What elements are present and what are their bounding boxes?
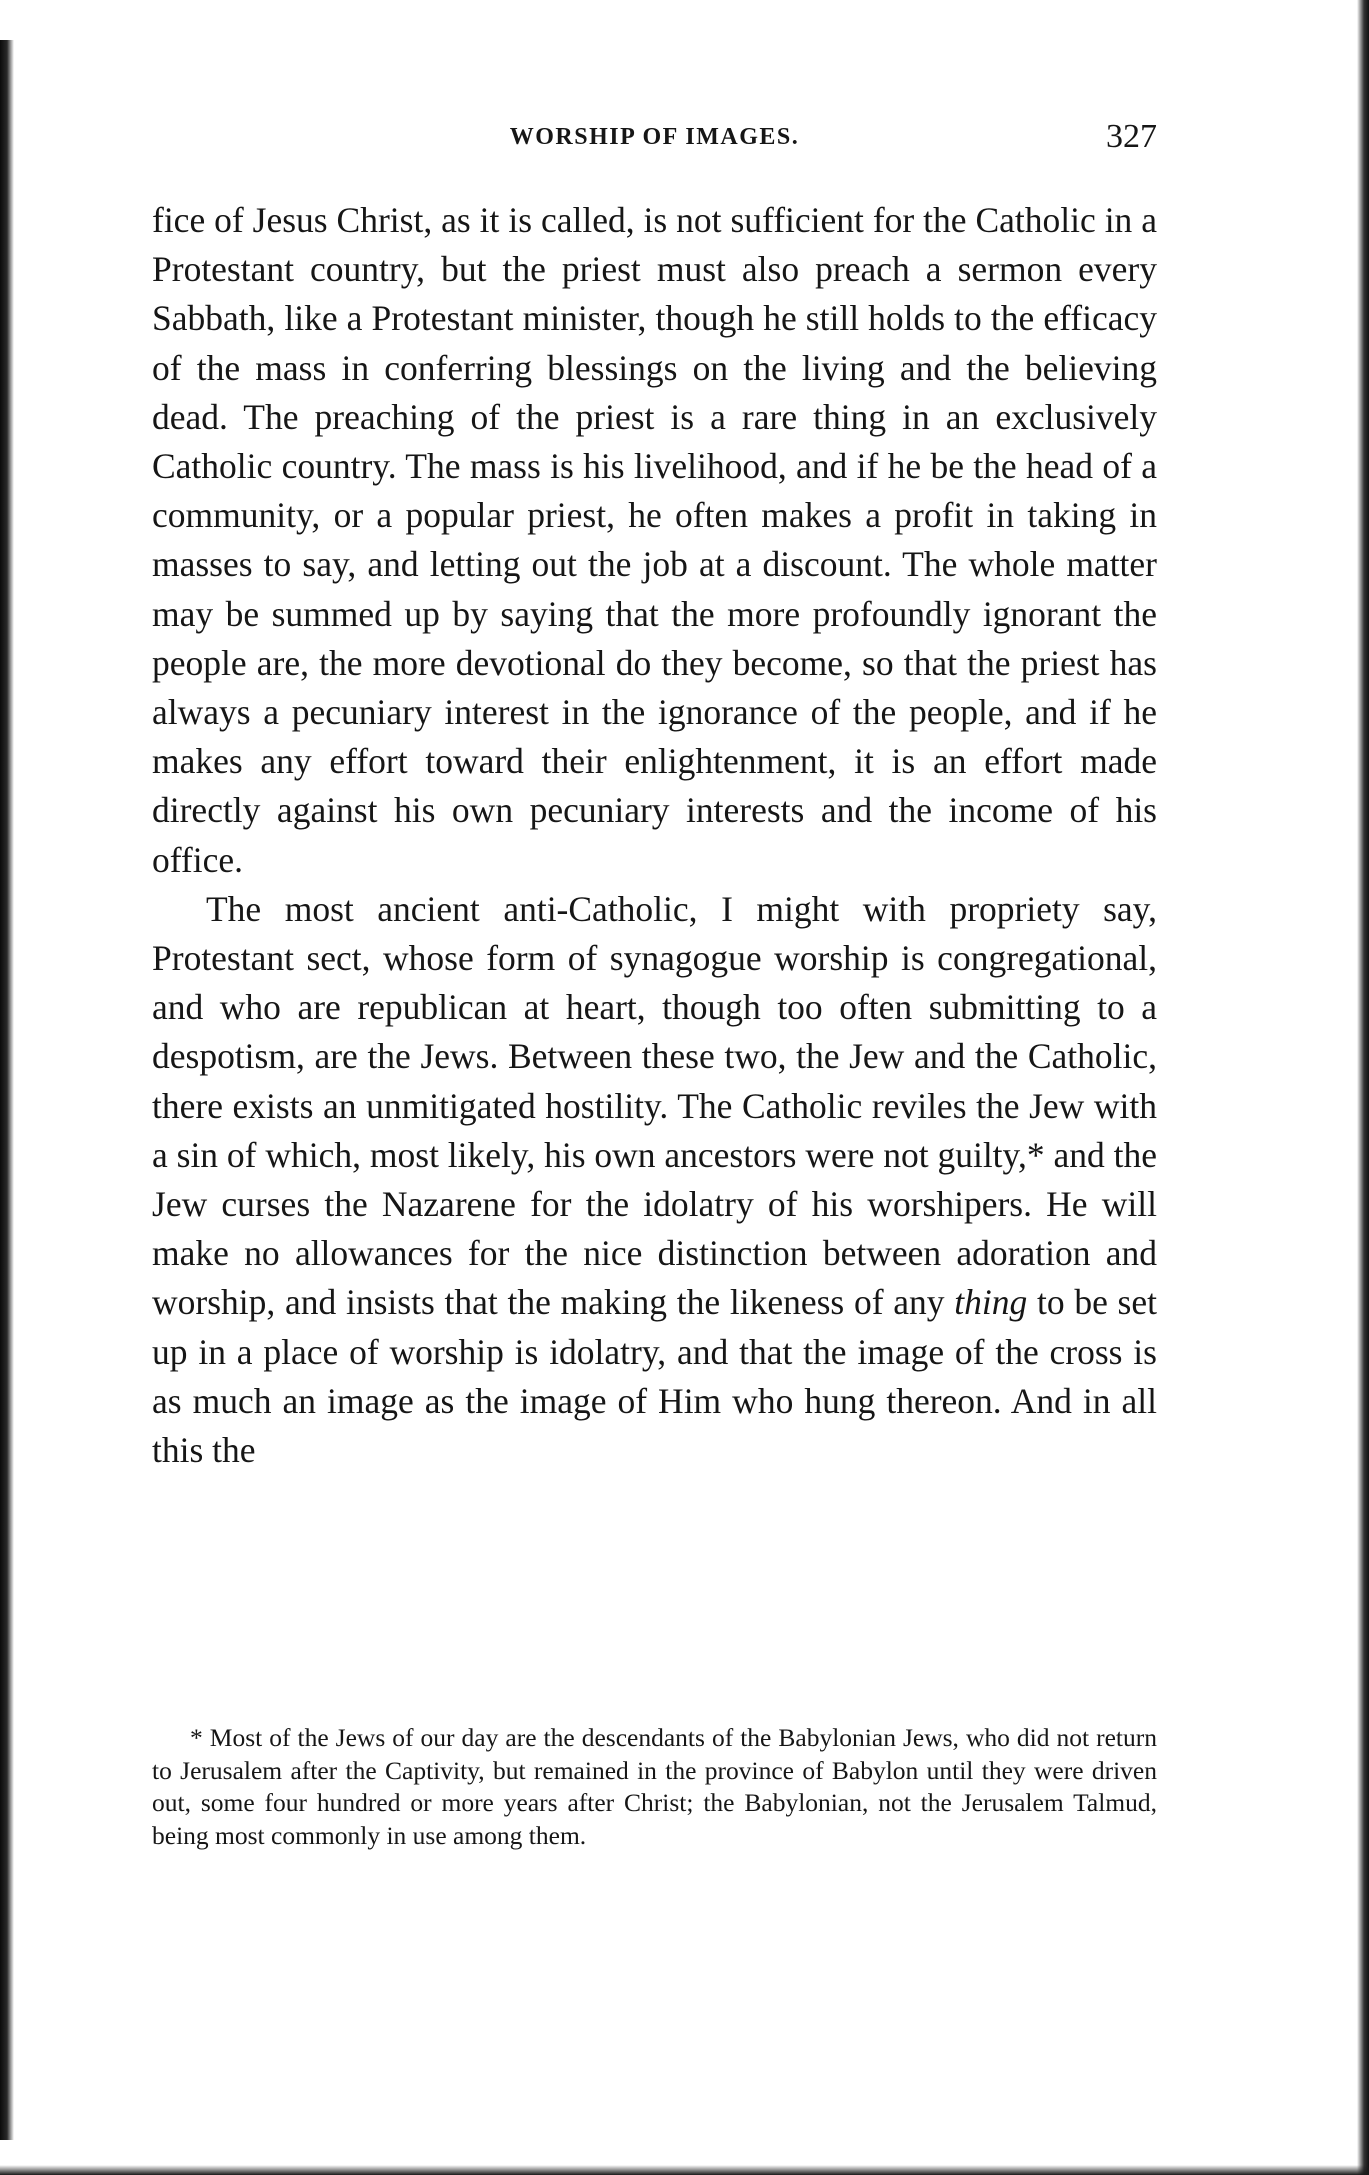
footnote: * Most of the Jews of our day are the descendants of the Babylonian Jews, who did not return to Jerusalem after the Captivity, but remained in the province of Babylon until they were driven out, some four hundred or more years after Christ; the Babylonian, not the Jerusalem Talmud, being most commonly in use among them.	[152, 1723, 1157, 1850]
scan-edge-bottom	[0, 2165, 1369, 2175]
body-text	[152, 196, 1157, 1475]
paragraph-1: fice of Jesus Christ, as it is called, is not sufficient for the Catholic in a Protestant country, but the priest must also preach a sermon every Sabbath, like a Protestant minister, though he still holds to the efficacy of the mass in conferring blessings on the living and the believing dead. The preaching of the priest is a rare thing in an exclusively Catholic country. The mass is his livelihood, and if he be the head of a community, or a popular priest, he often makes a profit in taking in masses to say, and letting out the job at a discount. The whole matter may be summed up by saying that the more profoundly ignorant the people are, the more devotional do they become, so that the priest has always a pecuniary interest in the ignorance of the people, and if he makes any effort toward their enlightenment, it is an effort made directly against his own pecuniary interests and the income of his office.	[152, 200, 1157, 880]
footnote-block	[152, 1722, 1157, 1852]
paragraph-2-text-b: to be set up in a place of worship is idolatry, and that the image of the cross is as much an image as the image of Him who hung thereon. And in all this the	[152, 1282, 1157, 1471]
scan-edge-left	[0, 40, 14, 2140]
paragraph-2	[152, 885, 1157, 1475]
paragraph-2-text-a: The most ancient anti-Catholic, I might with propriety say, Protestant sect, whose form of synagogue worship is congregational, and who are republican at heart, though too often submitting to a despotism, are the Jews. Between these two, the Jew and the Catholic, there exists an unmitigated hostility. The Catholic reviles the Jew with a sin of which, most likely, his own ancestors were not guilty,* and the Jew curses the Nazarene for the idolatry of his worshipers. He will make no allowances for the nice distinction between adoration and worship, and insists that the making the likeness of any	[152, 888, 1157, 1323]
scan-edge-right	[1357, 0, 1369, 2175]
running-head: WORSHIP OF IMAGES.	[509, 124, 800, 150]
page-number: 327	[1106, 118, 1157, 155]
page-header	[152, 118, 1157, 166]
paragraph-2-italic-word: thing	[954, 1282, 1028, 1323]
